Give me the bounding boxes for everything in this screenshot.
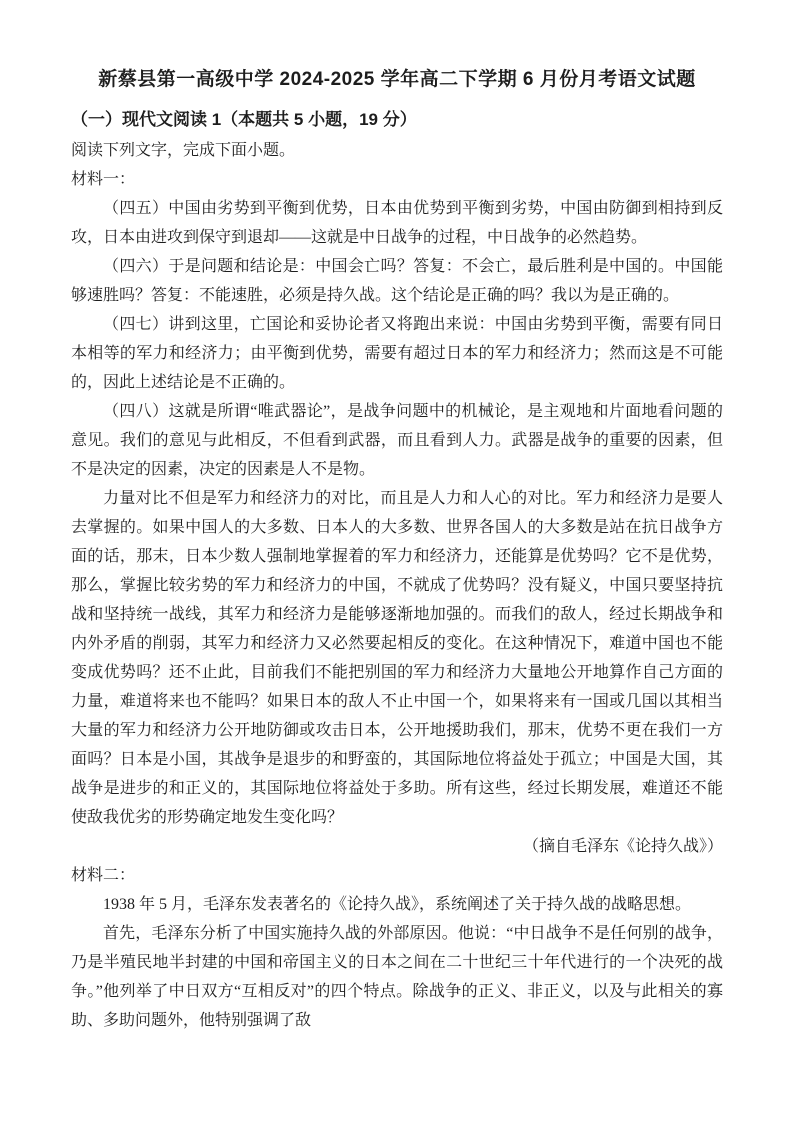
material1-label: 材料一：	[71, 171, 136, 188]
material1-paragraph: （四七）讲到这里，亡国论和妥协论者又将跑出来说：中国由劣势到平衡，需要有同日本相等的军力和经济力；由平衡到优势，需要有超过日本的军力和经济力；然而这是不可能的，因此上述结论是不正确的。	[71, 316, 723, 391]
document-body	[71, 136, 723, 1035]
document-title: 新蔡县第一高级中学 2024-2025 学年高二下学期 6 月份月考语文试题	[98, 69, 696, 90]
material1-paragraph: （四五）中国由劣势到平衡到优势，日本由优势到平衡到劣势，中国由防御到相持到反攻，日本由进攻到保守到退却——这就是中日战争的过程，中日战争的必然趋势。	[71, 200, 723, 246]
material2-label: 材料二：	[71, 867, 136, 884]
material1-source-attribution: （摘自毛泽东《论持久战》）	[522, 838, 723, 855]
material2-paragraph: 1938 年 5 月，毛泽东发表著名的《论持久战》，系统阐述了关于持久战的战略思想。	[103, 896, 692, 913]
material1-paragraph: （四八）这就是所谓“唯武器论”，是战争问题中的机械论，是主观地和片面地看问题的意见。我们的意见与此相反，不但看到武器，而且看到人力。武器是战争的重要的因素，但不是决定的因素，决定的因素是人不是物。	[71, 403, 723, 478]
material1-paragraph: （四六）于是问题和结论是：中国会亡吗？答复：不会亡，最后胜利是中国的。中国能够速胜吗？答复：不能速胜，必须是持久战。这个结论是正确的吗？我以为是正确的。	[71, 258, 723, 304]
material1-paragraph: 力量对比不但是军力和经济力的对比，而且是人力和人心的对比。军力和经济力是要人去掌握的。如果中国人的大多数、日本人的大多数、世界各国人的大多数是站在抗日战争方面的话，那末，日本少数人强制地掌握着的军力和经济力，还能算是优势吗？它不是优势，那么，掌握比较劣势的军力和经济力的中国，不就成了优势吗？没有疑义，中国只要坚持抗战和坚持统一战线，其军力和经济力是能够逐渐地加强的。而我们的敌人，经过长期战争和内外矛盾的削弱，其军力和经济力又必然要起相反的变化。在这种情况下，难道中国也不能变成优势吗？还不止此，目前我们不能把别国的军力和经济力大量地公开地算作自己方面的力量，难道将来也不能吗？如果日本的敌人不止中国一个，如果将来有一国或几国以其相当大量的军力和经济力公开地防御或攻击日本，公开地援助我们，那末，优势不更在我们一方面吗？日本是小国，其战争是退步的和野蛮的，其国际地位将益处于孤立；中国是大国，其战争是进步的和正义的，其国际地位将益处于多助。所有这些，经过长期发展，难道还不能使敌我优劣的形势确定地发生变化吗？	[71, 490, 723, 826]
reading-instruction: 阅读下列文字，完成下面小题。	[71, 142, 296, 159]
section-heading: （一）现代文阅读 1（本题共 5 小题，19 分）	[71, 110, 417, 129]
material2-paragraph: 首先，毛泽东分析了中国实施持久战的外部原因。他说：“中日战争不是任何别的战争，乃是半殖民地半封建的中国和帝国主义的日本之间在二十世纪三十年代进行的一个决死的战争。”他列举了中日双方“互相反对”的四个特点。除战争的正义、非正义，以及与此相关的寡助、多助问题外，他特别强调了敌	[71, 925, 723, 1029]
